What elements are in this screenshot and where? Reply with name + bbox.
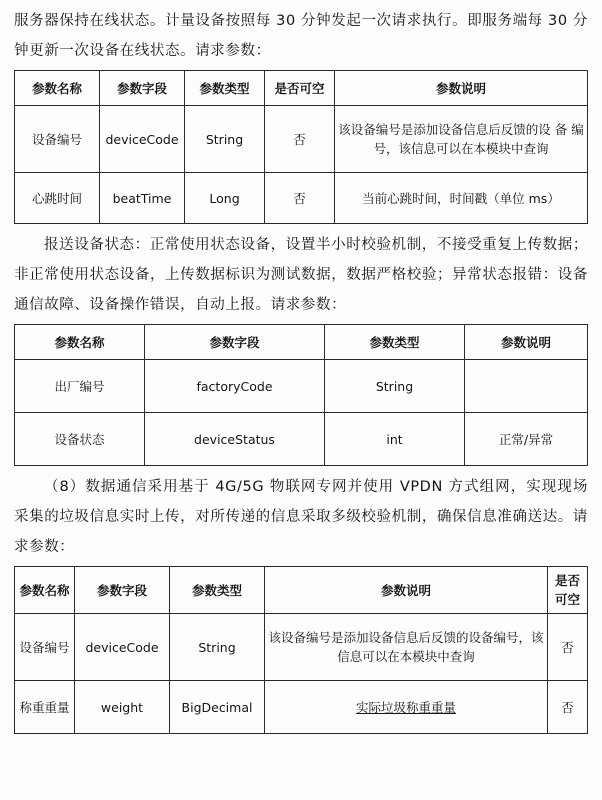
table-device-status-params <box>14 324 588 466</box>
cell-type: int <box>325 413 465 466</box>
column-header-nullable: 是否可空 <box>265 71 335 106</box>
table-row <box>15 413 588 466</box>
cell-name: 出厂编号 <box>15 360 145 413</box>
paragraph-data-communication: （8）数据通信采用基于 4G/5G 物联网专网并使用 VPDN 方式组网，实现现场采集的垃圾信息实时上传，对所传递的信息采取多级校验机制，确保信息准确送达。请求参数： <box>14 479 588 555</box>
cell-name: 设备状态 <box>15 413 145 466</box>
cell-name: 设备编号 <box>15 106 100 173</box>
column-header-field: 参数字段 <box>145 325 325 360</box>
cell-nullable: 否 <box>265 173 335 224</box>
cell-desc: 该设备编号是添加设备信息后反馈的设备编号，该信息可以在本模块中查询 <box>265 614 548 681</box>
column-header-name: 参数名称 <box>15 71 100 106</box>
cell-desc: 该设备编号是添加设备信息后反馈的设 备 编号，该信息可以在本模块中查询 <box>335 106 588 173</box>
cell-field: weight <box>75 681 170 734</box>
cell-field: deviceStatus <box>145 413 325 466</box>
cell-desc: 实际垃圾称重重量 <box>265 681 548 734</box>
table-row <box>15 106 588 173</box>
cell-name: 设备编号 <box>15 614 75 681</box>
cell-nullable: 否 <box>548 614 588 681</box>
cell-type: String <box>185 106 265 173</box>
table-header-row <box>15 71 588 106</box>
cell-desc <box>465 360 588 413</box>
cell-field: factoryCode <box>145 360 325 413</box>
table-header-row <box>15 567 588 614</box>
table-row <box>15 173 588 224</box>
table-header-row <box>15 325 588 360</box>
column-header-name: 参数名称 <box>15 325 145 360</box>
column-header-nullable: 是否可空 <box>548 567 588 614</box>
paragraph-heartbeat: 服务器保持在线状态。计量设备按照每 30 分钟发起一次请求执行。即服务端每 30 分钟更新一次设备在线状态。请求参数： <box>14 13 588 59</box>
column-header-field: 参数字段 <box>75 567 170 614</box>
cell-desc: 正常/异常 <box>465 413 588 466</box>
cell-field: deviceCode <box>75 614 170 681</box>
cell-type: Long <box>185 173 265 224</box>
table-row <box>15 360 588 413</box>
cell-field: deviceCode <box>100 106 185 173</box>
table-communication-params <box>14 566 588 734</box>
cell-name: 称重重量 <box>15 681 75 734</box>
column-header-desc: 参数说明 <box>335 71 588 106</box>
column-header-type: 参数类型 <box>185 71 265 106</box>
cell-field: beatTime <box>100 173 185 224</box>
cell-nullable: 否 <box>265 106 335 173</box>
column-header-type: 参数类型 <box>325 325 465 360</box>
table-heartbeat-params <box>14 70 588 224</box>
cell-type: String <box>325 360 465 413</box>
cell-type: String <box>170 614 265 681</box>
column-header-type: 参数类型 <box>170 567 265 614</box>
cell-type: BigDecimal <box>170 681 265 734</box>
column-header-desc: 参数说明 <box>265 567 548 614</box>
column-header-field: 参数字段 <box>100 71 185 106</box>
column-header-desc: 参数说明 <box>465 325 588 360</box>
cell-desc: 当前心跳时间，时间戳（单位 ms） <box>335 173 588 224</box>
paragraph-device-status: 报送设备状态：正常使用状态设备，设置半小时校验机制，不接受重复上传数据；非正常使用状态设备，上传数据标识为测试数据，数据严格校验；异常状态报错：设备通信故障、设备操作错误，自动上报。请求参数： <box>14 237 588 313</box>
table-row <box>15 681 588 734</box>
cell-nullable: 否 <box>548 681 588 734</box>
column-header-name: 参数名称 <box>15 567 75 614</box>
table-row <box>15 614 588 681</box>
cell-name: 心跳时间 <box>15 173 100 224</box>
